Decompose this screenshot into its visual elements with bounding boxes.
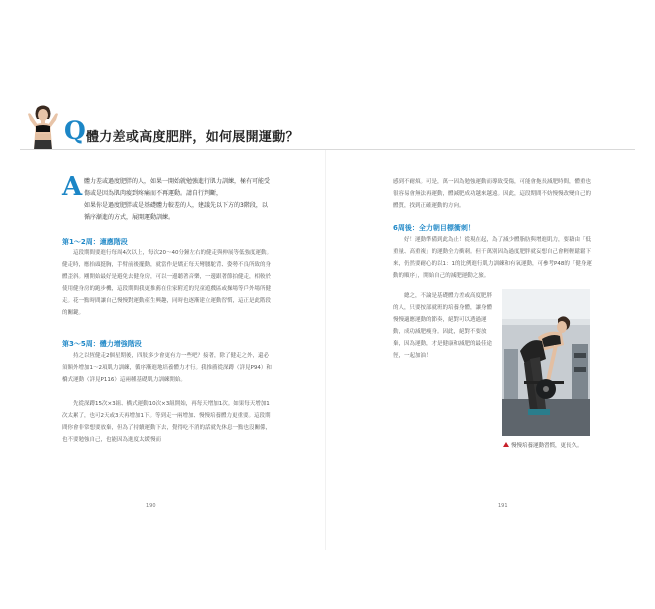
question-marker: Q bbox=[64, 116, 86, 145]
photo-caption bbox=[503, 442, 583, 450]
section-heading-week1-2: 第1～2周：適應階段 bbox=[62, 238, 128, 246]
answer-marker: A bbox=[62, 172, 83, 202]
answer-lead-continued: 如果你是過度肥胖或是基礎體力較差的人，建議先以下方的3階段，以循序漸進的方式，展開運動訓練。 bbox=[84, 202, 268, 221]
section-body-week3-5: 持之以恆健走2個星期後，四肢多少會更有力一些吧？接著，除了健走之外，還必須額外增加1～2項肌力訓練，循序漸進地培養體力才行。我推薦從深蹲（詳見P94）和橋式運動（詳見P116）這兩種基礎肌力訓練開始。 bbox=[62, 353, 272, 383]
caption-triangle-icon bbox=[503, 442, 509, 447]
question-title: 體力差或高度肥胖，如何展開運動？ bbox=[86, 130, 299, 145]
photo-caption-text: 慢慢培養運動習慣，更長久。 bbox=[511, 443, 583, 449]
page-number-right: 191 bbox=[498, 503, 508, 509]
section-heading-week6: 6周後：全力朝目標衝刺！ bbox=[393, 224, 475, 232]
continued-text: 感到不耐煩。可是，萬一因為勉強運動而導致受傷，可能會拖長減肥時間，體重也很容易會無法再運動，體減肥成功越來越遠。因此，這段期間不妨慢慢改變自己的體質，找到正確運動的方向。 bbox=[393, 179, 592, 209]
section-body-week1-2: 這段期間要進行每周4次以上，每次20～40分鐘左右的健走與伸展等低強度運動。健走時，應抬頭挺胸，手臂前後擺動，就當作是矯正每天彎腰駝背、姿勢不良所致的身體歪斜。剛開始最好是避免去健身房，可以一邊聽著音樂，一邊跟著節拍健走，相較於使用健身房的跑步機，這段期間我更推薦在住家附近的兒童遊戲區或操場等戶外場所健走。花一點時間讓自己慢慢對運動產生興趣，同時也逐漸建立運動習慣，這正是此階段的關鍵。 bbox=[62, 250, 272, 316]
answer-lead: 體力差或過度肥胖的人，如果一開始就勉強進行肌力訓練，極有可能受傷或是因為肌肉痠到疼痛而不再運動。請自行判斷， bbox=[84, 178, 271, 197]
section-heading-week3-5: 第3～5周：體力增強階段 bbox=[62, 340, 142, 348]
header-divider bbox=[20, 149, 635, 150]
section-body-week6: 好！運動準備到此為止！從現在起，為了減少體脂肪與增進肌力，要藉由「低重量、高重複」的運動全力衝刺。但千萬別因為過度肥胖就妄想自己會輕輕鬆鬆下來，仍然要耐心的以1：1的比例進行肌力訓練和有氧運動，可參考P48的「健身運動的順序」，開始自己的減肥運動之旅。 bbox=[393, 237, 592, 279]
page-gutter bbox=[325, 150, 326, 550]
section-body-week6-continued: 總之，不論是基礎體力差或高度肥胖的人，只要按部就班的培養身體，讓身體慢慢適應運動的節奏，絕對可以透過運動，成功減肥瘦身。因此，絕對不要放棄，因為運動，才是健康和減肥的最佳途徑，一起加油！ bbox=[393, 293, 493, 359]
author-avatar bbox=[26, 104, 60, 150]
page-number-left: 190 bbox=[146, 503, 156, 509]
section-body-week3-5-continued: 先從深蹲15次×3組、橋式運動10次×3組開始，再每天增加1次。如果每天增加1次太累了，也可2天或3天再增加1下。等到走一兩增加、慢慢培養體力更重要。這段期間你會非常想要放棄，但為了持續運動下去，覺得吃不消的話就先休息一點也沒關係，也不要勉強自己，也能因為進度太緩慢而 bbox=[62, 401, 272, 443]
workout-photo bbox=[502, 289, 590, 436]
